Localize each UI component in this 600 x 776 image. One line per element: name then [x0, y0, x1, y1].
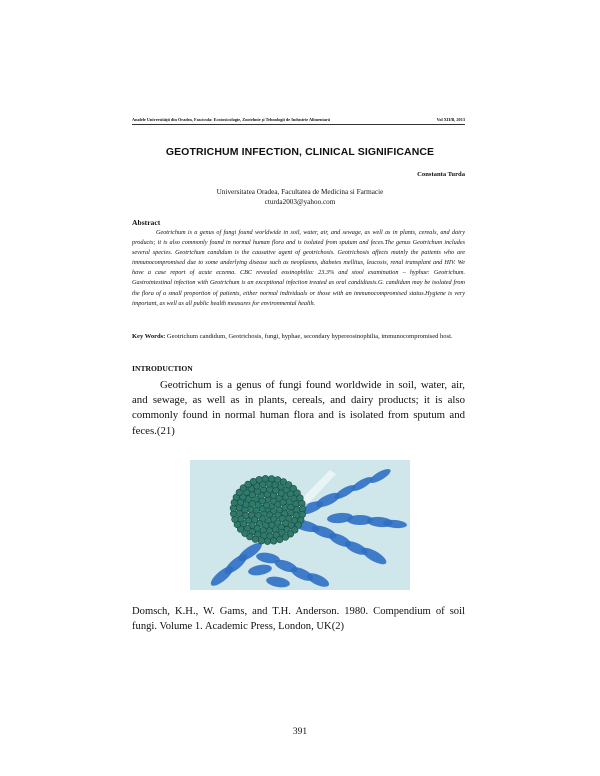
- header-divider: [132, 124, 465, 125]
- page-number: 391: [292, 727, 308, 737]
- micrograph-figure: [190, 460, 410, 590]
- abstract-heading: Abstract: [132, 218, 161, 227]
- affiliation-block: [0, 187, 600, 207]
- keywords-text: Geotrichum candidum, Geotrichosis, fungi, hyphae, secondary hypereosinophilia, immunocompromised host.: [165, 333, 453, 340]
- figure-caption: Domsch, K.H., W. Gams, and T.H. Anderson. 1980. Compendium of soil fungi. Volume 1. Academic Press, London, UK(2): [132, 606, 465, 633]
- abstract-text: [132, 228, 465, 309]
- spore: [258, 538, 265, 545]
- paper-title: GEOTRICHUM INFECTION, CLINICAL SIGNIFICANCE: [165, 146, 435, 158]
- author-name: Constanta Turda: [417, 171, 465, 178]
- spore: [264, 538, 271, 545]
- spore: [256, 476, 263, 483]
- spore: [262, 475, 269, 482]
- spore: [276, 536, 283, 543]
- geotrichum-micrograph: [190, 460, 410, 590]
- keywords-block: [132, 332, 465, 341]
- abstract-body-text: Geotrichum is a genus of fungi found worldwide in soil, water, air, and sewage, as well as in plants, cereals, and dairy products; it is also commonly found in normal human flora and is isolated from sputum and feces.The genus Geotrichum includes several species. Geotrichum candidum is the causative agent of geotrichosis. Geotrichosis affects mainly the patients who are immunocompromised due to some underlying disease such as neoplasms, diabetes mellitus, leucosis, renal transplant and HIV. We have a case report of acute eczema. CBC revealed eosinophilia: 23.3% and stool examination – hyphae: Geotrichum. Gastrointestinal infection with Geotrichum is an exceptional infection treated as oral candidiasis.G. candidum may be isolated from the flora of a small proportion of patients, either normal individuals or those with an immunocompromised status.Hygiene is very important, as well as all public health measures for environmental health.: [132, 229, 465, 307]
- introduction-heading: INTRODUCTION: [132, 364, 193, 373]
- keywords-label: Key Words:: [132, 333, 166, 340]
- introduction-paragraph: Geotrichum is a genus of fungi found worldwide in soil, water, air, and sewage, as well as in plants, cereals, and dairy products; it is also commonly found in normal human flora and is isolated from sputum and feces.(21): [132, 379, 465, 437]
- affiliation-line: Universitatea Oradea, Facultatea de Medicina si Farmacie: [216, 188, 384, 196]
- journal-name: Analele Universităţii din Oradea, Fascicula: Ecotoxicologie, Zootehnie şi Tehnologii de Industrie Alimentară: [132, 117, 331, 122]
- author-email: cturda2003@yahoo.com: [264, 198, 336, 206]
- spore: [268, 476, 275, 483]
- spore: [270, 538, 277, 545]
- volume-info: Vol XII/B, 2013: [436, 117, 465, 122]
